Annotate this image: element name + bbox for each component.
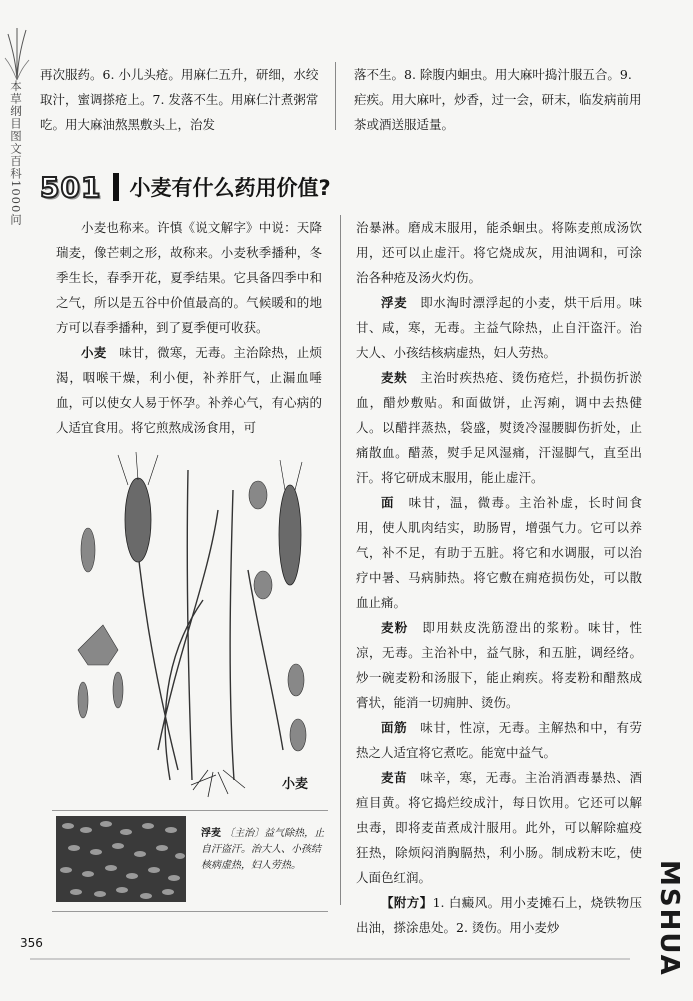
term-maifu: 麦麸 [381,370,408,385]
note-text: 〔主治〕益气除热，止自汗盗汗。治大人、小孩结核病虚热，妇人劳热。 [201,828,325,871]
mian-text: 味甘，温，微毒。主治补虚，长时间食用，使人肌肉结实，助肠胃，增强气力。它可以养气，补不足，有助于五脏。将它和水调服，可以治疗中暑、马病肺热。将它敷在痈疮损伤处，可以散血止痛。 [356,495,642,610]
grass-sprig-icon [4,26,30,80]
term-mian: 面 [381,495,395,510]
watermark: MSHUA [654,860,684,977]
continued-text-left: 再次服药。6. 小儿头疮。用麻仁五升，研细，水绞取汁，蜜调搽疮上。7. 发落不生。用麻仁汁煮粥常吃。用大麻油熬黑敷头上，治发 [40,67,319,132]
maimiao-paragraph [356,765,642,890]
heading-bar [113,173,119,201]
fumai-text: 即水淘时漂浮起的小麦，烘干后用。味甘、咸，寒，无毒。主益气除热，止自汗盗汗。治大人、小孩结核病虚热，妇人劳热。 [356,295,642,360]
term-fumai: 浮麦 [381,295,408,310]
section-heading [40,165,331,209]
maimiao-text: 味辛，寒，无毒。主治消酒毒暴热、酒疸目黄。将它捣烂绞成汁，每日饮用。它还可以解虫毒，即将麦苗煮成汁服用。此外，可以解除瘟疫狂热，除烦闷消胸膈热，利小肠。制成粉末吃，使人面色红润。 [356,770,642,885]
fufang-text: 1. 白癜风。用小麦摊石上，烧铁物压出油，搽涂患处。2. 烫伤。用小麦炒 [356,895,642,935]
fufang-paragraph [356,890,642,940]
page-number: 356 [20,936,43,950]
question-number: 501 [40,170,102,204]
wheat-grains-photo [56,816,186,902]
series-title: 本草纲目图文百科1000问 [9,80,23,226]
mianjin-paragraph [356,715,642,765]
term-mianjin: 面筋 [381,720,408,735]
wheat-paragraph [56,340,322,440]
wheat-text: 味甘，微寒，无毒。主治除热，止烦渴，咽喉干燥，利小便，补养肝气，止漏血唾血，可以使女人易于怀孕。补养心气，有心病的人适宜食用。将它煎熬成汤食用，可 [56,345,322,435]
fumai-paragraph [356,290,642,365]
bottom-rule [30,958,630,960]
note-term: 浮麦 [201,828,221,839]
column-divider-top [335,62,336,130]
maifu-text: 主治时疾热疮、烫伤疮烂，扑损伤折淤血，醋炒敷贴。和面做饼，止泻痢，调中去热健人。以醋拌蒸热，袋盛，熨烫冷湿腰脚伤折处，止痛散血。醋蒸，熨手足风湿痛，汗湿脚气，直至出汗。将它研成末服用，能止虚汗。 [356,370,642,485]
intro-paragraph: 小麦也称来。许慎《说文解字》中说：天降瑞麦，像芒刺之形，故称来。小麦秋季播种，冬季生长，春季开花，夏季结果。它具备四季中和之气，所以是五谷中价值最高的。气候暖和的地方可以春季播种，到了夏季便可收获。 [56,220,322,335]
wheat-illustration [58,450,328,802]
term-fufang: 【附方】 [381,895,433,910]
continued-text-right: 落不生。8. 除腹内蛔虫。用大麻叶捣汁服五合。9. 疟疾。用大麻叶，炒香，过一会，研末，临发病前用茶或酒送服适量。 [354,67,642,132]
column-divider [340,215,341,905]
mian-paragraph [356,490,642,615]
right-column [356,215,642,940]
left-column [56,215,322,440]
term-maifen: 麦粉 [381,620,409,635]
grain-note [201,826,326,874]
term-wheat: 小麦 [81,345,107,360]
maifu-paragraph [356,365,642,490]
figure-caption: 小麦 [282,777,309,792]
maifen-paragraph [356,615,642,715]
term-maimiao: 麦苗 [381,770,408,785]
continued-paragraph: 治暴淋。磨成末服用，能杀蛔虫。将陈麦煎成汤饮用，还可以止虚汗。将它烧成灰，用油调和，可涂治各种疮及汤火灼伤。 [356,220,642,285]
mianjin-text: 味甘，性凉，无毒。主解热和中，有劳热之人适宜将它煮吃。能宽中益气。 [356,720,642,760]
question-title: 小麦有什么药用价值? [129,176,331,200]
maifen-text: 即用麸皮洗筋澄出的浆粉。味甘，性凉，无毒。主治补中，益气脉，和五脏，调经络。炒一碗麦粉和汤服下，能止痢疾。将麦粉和醋熬成膏状，能消一切痈肿、烫伤。 [356,620,642,710]
